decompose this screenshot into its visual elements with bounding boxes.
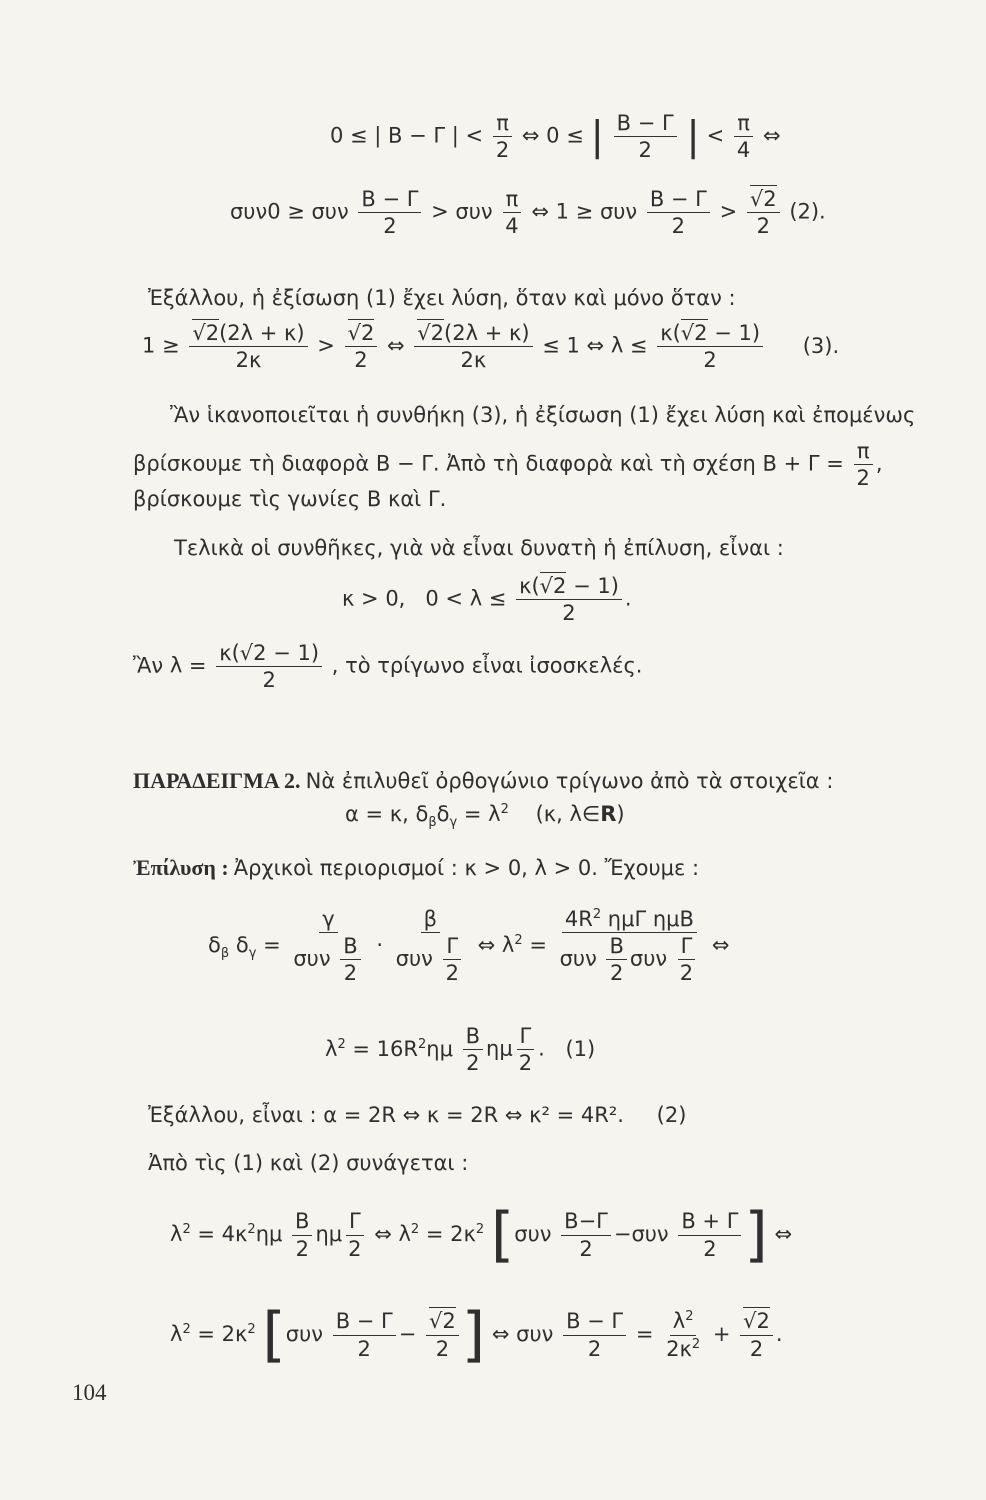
- equation-2-tag: (2).: [789, 199, 826, 224]
- solution-label: Ἐπίλυση :: [133, 855, 229, 880]
- page-number: 104: [72, 1380, 107, 1405]
- equation-3: 1 ≥ $\frac{√2(2\lambda + \kappa)}{2\kappa}$ > $\frac{√2}{2}$ ⇔ $\frac{√2(2\lambda + \kappa)}{2\kappa}$ ≤ 1 ⇔ λ ≤ $\frac{\kappa(√2 - 1)}{2}$ (3).: [142, 321, 840, 373]
- equation-7: $\lambda^2 = 16R^2\eta\mu$ $\frac{B}{2}$ ημ $\frac{\Gamma}{2}$ . (1): [325, 1024, 596, 1076]
- pi-over-2: $\frac{\pi}{2}$: [854, 440, 873, 489]
- equation-5: α = κ, $\delta_\beta\delta_\gamma = \lambda^2$ (κ, λ∈R): [345, 802, 625, 830]
- exallou-line-2: Ἐξάλλου, εἶναι : α = 2R ⇔ κ = 2R ⇔ κ² = 4R². (2): [148, 1103, 687, 1127]
- apo-line: Ἀπὸ τὶς (1) καὶ (2) συνάγεται :: [148, 1151, 469, 1175]
- example-title: ΠΑΡΑΔΕΙΓΜΑ 2.: [133, 768, 301, 793]
- example-text: Νὰ ἐπιλυθεῖ ὀρθογώνιο τρίγωνο ἀπὸ τὰ στοιχεῖα :: [305, 769, 834, 793]
- solution-text: Ἀρχικοὶ περιορισμοί : κ > 0, λ > 0. Ἔχουμε :: [233, 856, 700, 880]
- line-exallou-1: Ἐξάλλου, ἡ ἐξίσωση (1) ἔχει λύση, ὅταν καὶ μόνο ὅταν :: [148, 286, 736, 310]
- example-2-heading: [133, 768, 833, 794]
- paragraph-1-line-2: βρίσκουμε τὴ διαφορὰ Β − Γ. Ἀπὸ τὴ διαφορὰ καὶ τὴ σχέση Β + Γ = $\frac{\pi}{2}$ ,: [133, 439, 883, 491]
- equation-6: $\delta_\beta$ $\delta_\gamma$ = γ συν $\frac{B}{2}$ · β συν $\frac{\Gamma}{2}$ ⇔ $\lambda^2$ = $4R^2$ ημΓ ημΒ συν $\frac{B}{2}$ συν $\frac{\Gamma}{2}$ ⇔: [208, 907, 730, 986]
- equation-7-tag: (1): [565, 1036, 596, 1061]
- equation-9: $\lambda^2 = 2\kappa^2$ [συν $\frac{B - \Gamma}{2}$ − $\frac{√2}{2}$ ] ⇔ συν $\frac{B - \Gamma}{2}$ = $\frac{\lambda^2}{2\kappa^2}$ + $\frac{√2}{2}$ .: [170, 1300, 783, 1370]
- isosceles-line: Ἂν λ = $\frac{\kappa(√2 - 1)}{2}$ , τὸ τρίγωνο εἶναι ἰσοσκελές.: [133, 641, 643, 693]
- paragraph-1-line-2-text: βρίσκουμε τὴ διαφορὰ Β − Γ. Ἀπὸ τὴ διαφορὰ καὶ τὴ σχέση Β + Γ =: [133, 451, 844, 476]
- equation-2: συν0 ≥ συν $\frac{B - \Gamma}{2}$ > συν $\frac{\pi}{4}$ ⇔ 1 ≥ συν $\frac{B - \Gamma}{2}$ > $\frac{√2}{2}$ (2).: [230, 187, 826, 239]
- exallou-tag: (2): [656, 1103, 687, 1127]
- paragraph-1-line-3: βρίσκουμε τὶς γωνίες Β καὶ Γ.: [133, 487, 447, 511]
- equation-8: $\lambda^2 = 4\kappa^2\eta\mu$ $\frac{B}{2}$ ημ $\frac{\Gamma}{2}$ ⇔ $\lambda^2 = 2\kappa^2$ [συν $\frac{B-\Gamma}{2}$ −συν $\frac{B + \Gamma}{2}$ ] ⇔: [170, 1200, 793, 1270]
- equation-4: κ > 0, 0 < λ ≤ $\frac{\kappa(√2 - 1)}{2}$ .: [342, 574, 632, 626]
- equation-1: 0 ≤ | Β − Γ | < $\frac{\pi}{2}$ ⇔ 0 ≤ | $\frac{B - \Gamma}{2}$ | < $\frac{\pi}{4}$ ⇔: [330, 111, 781, 163]
- paragraph-1-line-1: Ἂν ἱκανοποιεῖται ἡ συνθήκη (3), ἡ ἐξίσωση (1) ἔχει λύση καὶ ἐπομένως: [170, 403, 916, 427]
- paragraph-2-line-1: Τελικὰ οἱ συνθῆκες, γιὰ νὰ εἶναι δυνατὴ ἡ ἐπίλυση, εἶναι :: [174, 536, 784, 560]
- solution-line: [133, 855, 699, 881]
- equation-3-tag: (3).: [802, 333, 840, 358]
